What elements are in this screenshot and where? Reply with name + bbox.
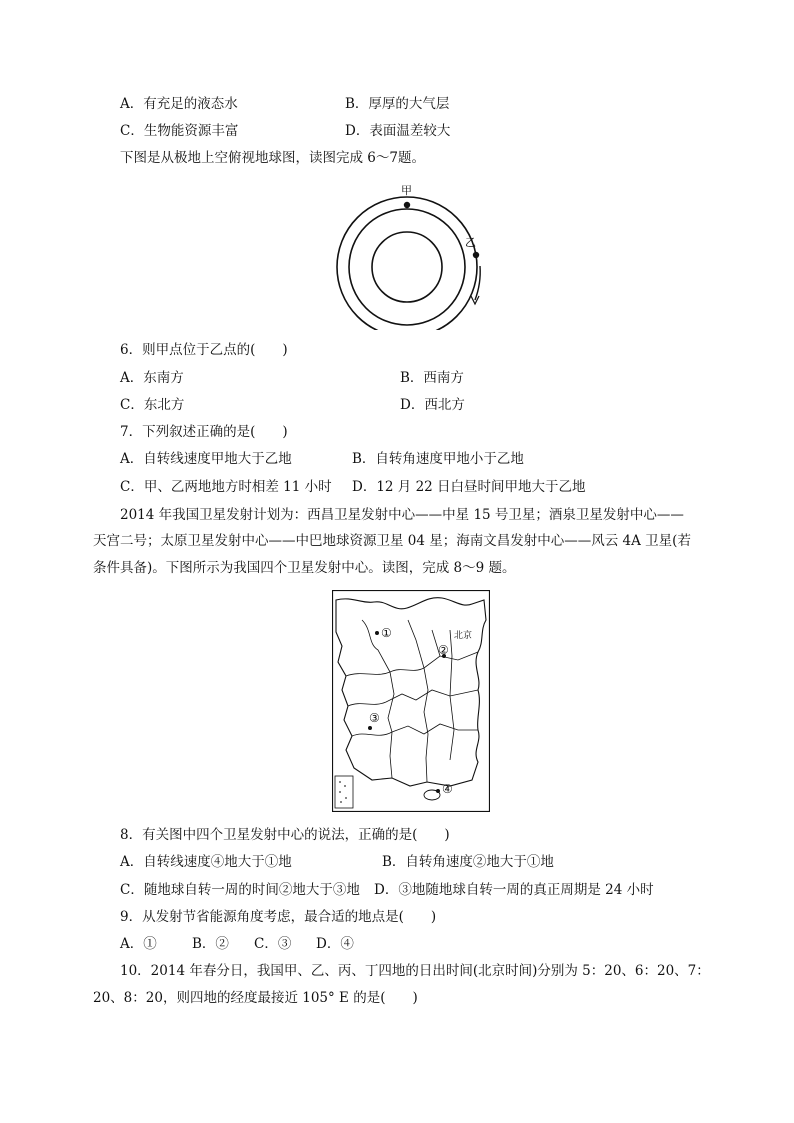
- intro-8-9-line3: 条件具备)。下图所示为我国四个卫星发射中心。读图，完成 8～9 题。: [93, 560, 516, 576]
- q5-option-b: B．厚厚的大气层: [345, 96, 450, 112]
- q6-option-d: D．西北方: [400, 397, 465, 413]
- q7-option-a: A．自转线速度甲地大于乙地: [120, 451, 292, 467]
- site-1-dot: [375, 631, 379, 635]
- q5-option-d: D．表面温差较大: [345, 123, 451, 139]
- q9-option-c: C．③: [254, 936, 292, 952]
- site-3-label: ③: [369, 711, 380, 725]
- intro-8-9-line2: 天宫二号；太原卫星发射中心——中巴地球资源卫星 04 星；海南文昌发射中心——风云 4A 卫星(若: [93, 533, 691, 549]
- q6-option-c: C．东北方: [120, 397, 185, 413]
- outer-circle: [337, 197, 477, 330]
- q9-option-b: B．②: [192, 936, 229, 952]
- intro-8-9-line1: 2014 年我国卫星发射计划为：西昌卫星发射中心——中星 15 号卫星；酒泉卫星发射中心——: [120, 507, 684, 523]
- point-yi: [473, 252, 479, 258]
- site-4-dot: [436, 789, 440, 793]
- q8-option-d: D．③地随地球自转一周的真正周期是 24 小时: [374, 882, 654, 898]
- intro-6-7: 下图是从极地上空俯视地球图，读图完成 6～7题。: [120, 150, 425, 166]
- site-3-dot: [368, 726, 372, 730]
- q9-stem: 9．从发射节省能源角度考虑，最合适的地点是( ): [120, 909, 437, 925]
- site-4-label: ④: [442, 782, 453, 796]
- q5-option-c: C．生物能资源丰富: [120, 123, 239, 139]
- q7-option-c: C．甲、乙两地地方时相差 11 小时: [120, 479, 332, 495]
- q9-option-a: A．①: [120, 936, 157, 952]
- label-jia: 甲: [401, 184, 412, 197]
- q7-stem: 7．下列叙述正确的是( ): [120, 424, 288, 440]
- map-frame: [333, 591, 490, 812]
- label-yi: 乙: [465, 236, 476, 249]
- q8-option-a: A．自转线速度④地大于①地: [120, 854, 292, 870]
- china-map-figure: [332, 590, 490, 812]
- q6-stem: 6．则甲点位于乙点的( ): [120, 342, 288, 358]
- q8-option-c: C．随地球自转一周的时间②地大于③地: [120, 882, 360, 898]
- q7-option-b: B．自转角速度甲地小于乙地: [352, 451, 524, 467]
- q8-stem: 8．有关图中四个卫星发射中心的说法，正确的是( ): [120, 827, 450, 843]
- q7-option-d: D．12 月 22 日白昼时间甲地大于乙地: [352, 479, 586, 495]
- inner-circle: [372, 232, 442, 302]
- site-2-label: ②: [438, 643, 449, 657]
- point-jia: [404, 202, 410, 208]
- site-1-label: ①: [381, 626, 392, 640]
- q6-option-b: B．西南方: [400, 370, 464, 386]
- q9-option-d: D．④: [316, 936, 354, 952]
- q8-option-b: B．自转角速度②地大于①地: [382, 854, 554, 870]
- q5-option-a: A．有充足的液态水: [120, 96, 238, 112]
- q10-line1: 10．2014 年春分日，我国甲、乙、丙、丁四地的日出时间(北京时间)分别为 5：20、6：20、7：: [120, 963, 710, 979]
- polar-view-figure: [325, 180, 495, 330]
- beijing-label: 北京: [454, 631, 473, 641]
- q6-option-a: A．东南方: [120, 370, 184, 386]
- middle-circle: [349, 209, 465, 325]
- q10-line2: 20、8：20，则四地的经度最接近 105° E 的是( ): [93, 990, 418, 1006]
